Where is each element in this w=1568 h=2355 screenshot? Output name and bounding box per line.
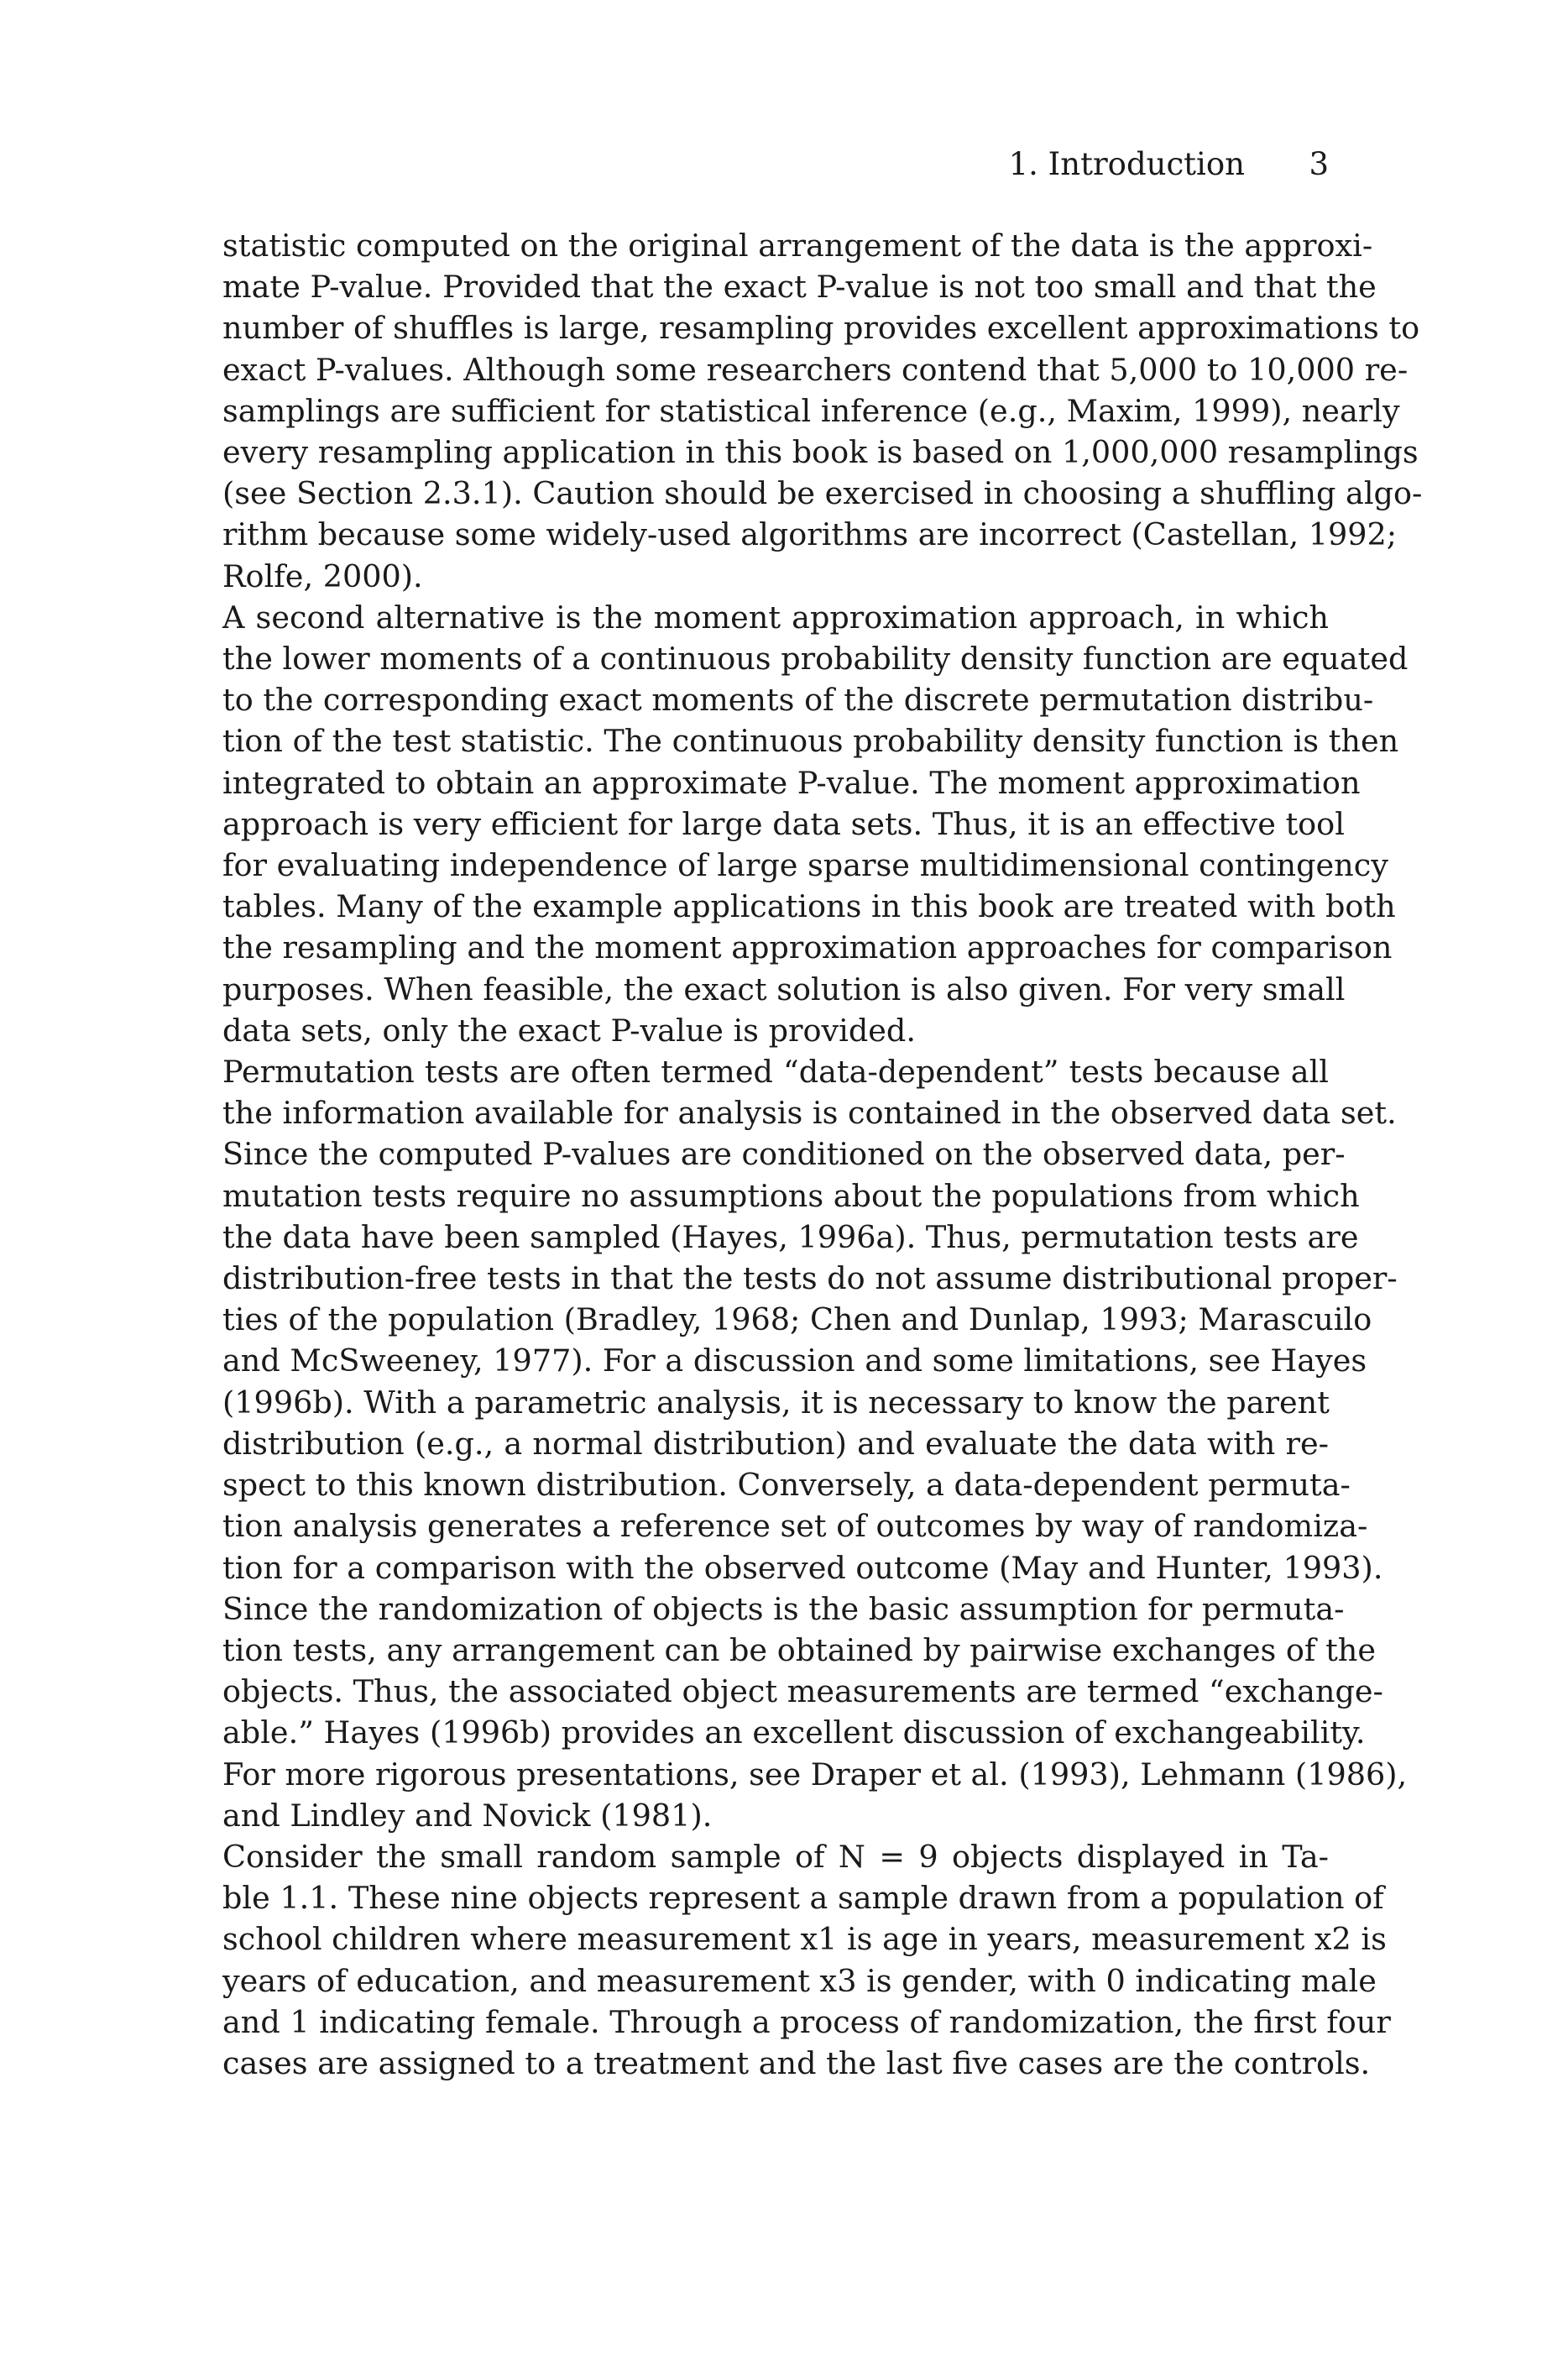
- text-line: for evaluating independence of large sparse multidimensional contingency: [222, 847, 1388, 884]
- text-line: distribution (e.g., a normal distribution) and evaluate the data with re-: [222, 1425, 1329, 1462]
- paragraph-2: [222, 597, 1409, 1051]
- text-line: the information available for analysis is contained in the observed data set.: [222, 1095, 1397, 1132]
- text-line: to the corresponding exact moments of the discrete permutation distribu-: [222, 682, 1374, 719]
- text-line: statistic computed on the original arrangement of the data is the approxi-: [222, 228, 1373, 264]
- text-line: ble 1.1. These nine objects represent a sample drawn from a population of: [222, 1880, 1384, 1917]
- text-line: tion for a comparison with the observed outcome (May and Hunter, 1993).: [222, 1549, 1383, 1586]
- text-line: mate P-value. Provided that the exact P-value is not too small and that the: [222, 269, 1377, 306]
- running-head: [222, 141, 1329, 188]
- text-line: Since the computed P-values are conditioned on the observed data, per-: [222, 1136, 1346, 1173]
- text-line: exact P-values. Although some researchers contend that 5,000 to 10,000 re-: [222, 351, 1409, 388]
- text-line: ties of the population (Bradley, 1968; Chen and Dunlap, 1993; Marascuilo: [222, 1301, 1372, 1338]
- text-line: (see Section 2.3.1). Caution should be exercised in choosing a shuffling algo-: [222, 475, 1423, 512]
- paragraph-1: [222, 225, 1423, 597]
- text-line: tion analysis generates a reference set of outcomes by way of randomiza-: [222, 1508, 1368, 1545]
- text-line: number of shuffles is large, resampling provides excellent approximations to: [222, 310, 1420, 347]
- text-line: the lower moments of a continuous probability density function are equated: [222, 641, 1409, 678]
- text-line: purposes. When feasible, the exact solution is also given. For very small: [222, 971, 1346, 1007]
- text-line: distribution-free tests in that the tests do not assume distributional proper-: [222, 1260, 1398, 1297]
- text-line: and McSweeney, 1977). For a discussion and some limitations, see Hayes: [222, 1342, 1367, 1379]
- text-line: A second alternative is the moment approximation approach, in which: [222, 599, 1329, 636]
- text-line: cases are assigned to a treatment and the last five cases are the controls.: [222, 2044, 1371, 2081]
- text-line: (1996b). With a parametric analysis, it is necessary to know the parent: [222, 1384, 1330, 1421]
- text-line: the data have been sampled (Hayes, 1996a). Thus, permutation tests are: [222, 1218, 1359, 1255]
- text-line: the resampling and the moment approximation approaches for comparison: [222, 929, 1393, 966]
- text-line: school children where measurement x1 is age in years, measurement x2 is: [222, 1921, 1387, 1958]
- text-line: For more rigorous presentations, see Draper et al. (1993), Lehmann (1986),: [222, 1756, 1408, 1792]
- text-line: tables. Many of the example applications in this book are treated with both: [222, 888, 1396, 925]
- text-line: Permutation tests are often termed “data-dependent” tests because all: [222, 1054, 1329, 1091]
- paragraph-4: [222, 1836, 1391, 2084]
- text-line: spect to this known distribution. Conversely, a data-dependent permuta-: [222, 1467, 1351, 1504]
- text-line: tion tests, any arrangement can be obtained by pairwise exchanges of the: [222, 1631, 1376, 1668]
- text-line: Since the randomization of objects is the basic assumption for permuta-: [222, 1590, 1345, 1627]
- body-text: [222, 225, 1423, 2084]
- paragraph-3: [222, 1051, 1408, 1836]
- text-line: samplings are sufficient for statistical inference (e.g., Maxim, 1999), nearly: [222, 392, 1400, 429]
- text-line: approach is very efficient for large data sets. Thus, it is an effective tool: [222, 805, 1345, 842]
- text-line: Consider the small random sample of N = 9 objects displayed in Ta-: [222, 1838, 1329, 1875]
- text-line: and Lindley and Novick (1981).: [222, 1797, 713, 1834]
- text-line: rithm because some widely-used algorithms are incorrect (Castellan, 1992;: [222, 516, 1398, 553]
- text-line: able.” Hayes (1996b) provides an excellent discussion of exchangeability.: [222, 1714, 1366, 1751]
- text-line: mutation tests require no assumptions about the populations from which: [222, 1177, 1360, 1214]
- section-title: 1. Introduction: [1008, 146, 1245, 182]
- text-line: tion of the test statistic. The continuous probability density function is then: [222, 723, 1399, 760]
- text-line: every resampling application in this book is based on 1,000,000 resamplings: [222, 434, 1419, 471]
- text-line: integrated to obtain an approximate P-value. The moment approximation: [222, 764, 1361, 801]
- text-line: objects. Thus, the associated object measurements are termed “exchange-: [222, 1673, 1383, 1710]
- text-line: data sets, only the exact P-value is provided.: [222, 1012, 916, 1049]
- text-line: years of education, and measurement x3 is gender, with 0 indicating male: [222, 1962, 1377, 1999]
- page-number: 3: [1309, 146, 1329, 182]
- text-line: and 1 indicating female. Through a process of randomization, the first four: [222, 2003, 1391, 2040]
- text-line: Rolfe, 2000).: [222, 557, 423, 594]
